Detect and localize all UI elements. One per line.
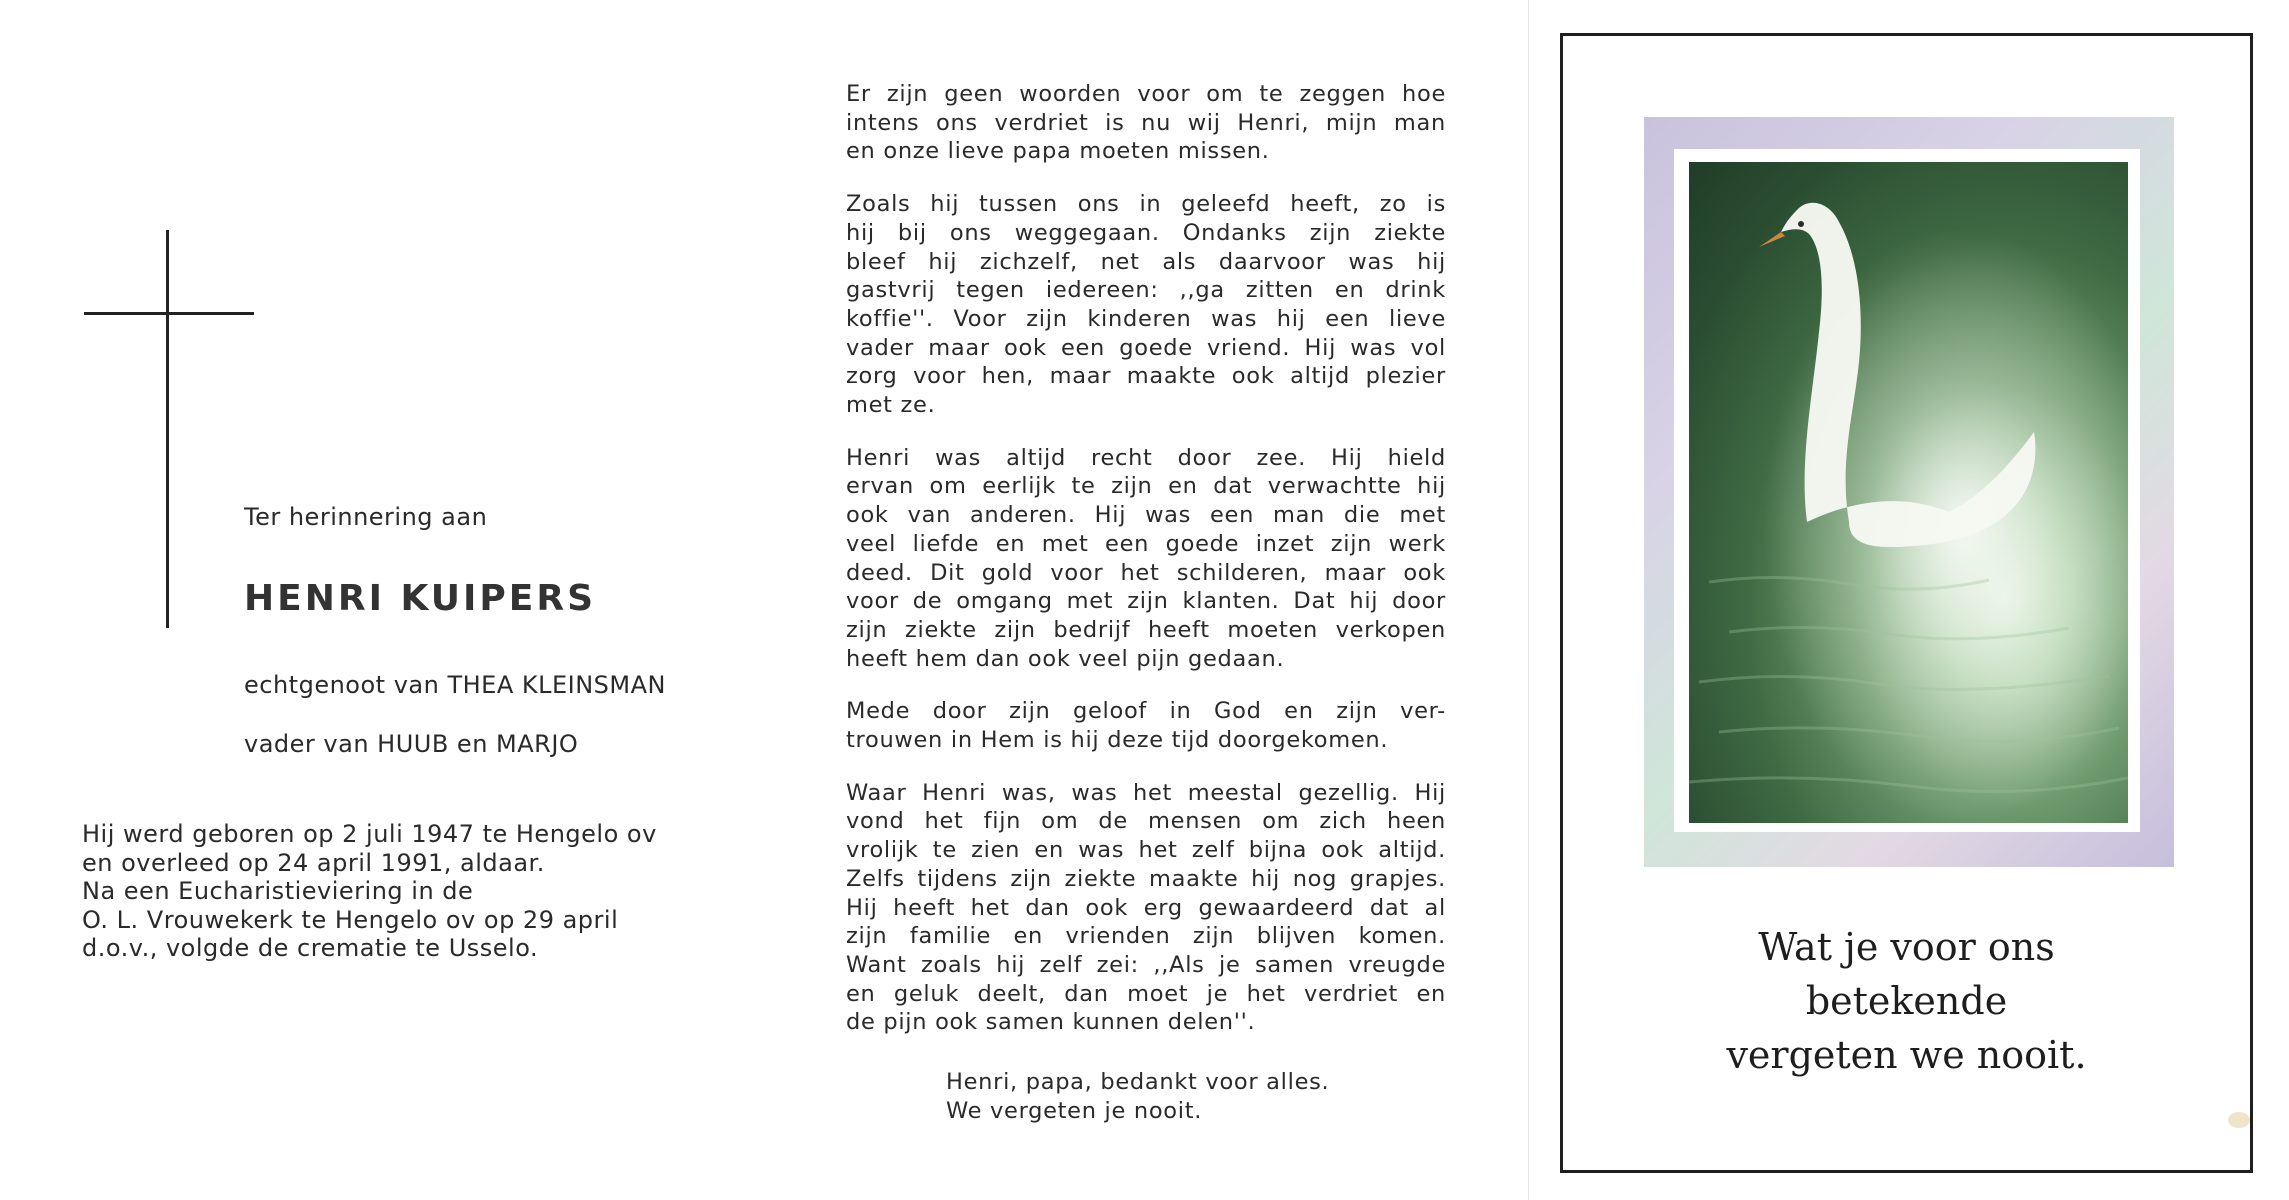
swan-photo [1689,162,2128,823]
fold-line [1528,0,1529,1200]
text-line: de pijn ook samen kunnen delen''. [846,1009,1256,1036]
text-line: gastvrij tegen iedereen: ,,ga zitten en drink [846,277,1446,304]
text-line: deed. Dit gold voor het schilderen, maar ook [846,559,1446,586]
text-line: Want zoals hij zelf zei: ,,Als je samen vreugde [846,951,1446,978]
text-line: Er zijn geen woorden voor om te zeggen hoe [846,81,1446,107]
text-line: vrolijk te zien en was het zelf bijna ook altijd. [846,837,1446,864]
cross-icon [166,230,169,628]
cross-icon-bar [84,312,254,315]
paper-stain [2228,1112,2250,1128]
text-line: heeft hem dan ook veel pijn gedaan. [846,645,1285,672]
quote-line: Wat je voor ons [1758,925,2055,969]
text-line: vond het fijn om de mensen om zich heen [846,808,1446,835]
quote-line: betekende [1805,979,2008,1023]
life-line: Hij werd geboren op 2 juli 1947 te Hengelo ov [82,820,657,848]
text-line: ook van anderen. Hij was een man die met [846,502,1446,529]
intro-text: Ter herinnering aan [244,503,488,531]
tribute-paragraph [846,697,1446,754]
text-line: veel liefde en met een goede inzet zijn werk [846,530,1446,557]
text-line: ervan om eerlijk te zijn en dat verwachtte hij [846,473,1446,500]
text-line: met ze. [846,392,936,419]
text-line: zijn ziekte zijn bedrijf heeft moeten verkopen [846,616,1446,643]
text-line: voor de omgang met zijn klanten. Dat hij door [846,588,1446,615]
tribute-paragraph [846,444,1446,674]
deceased-name: HENRI KUIPERS [244,578,597,619]
swan-icon [1689,162,2128,823]
text-line: Waar Henri was, was het meestal gezellig. Hij [846,779,1446,806]
text-line: Henri was altijd recht door zee. Hij hield [846,444,1446,471]
text-line: zorg voor hen, maar maakte ook altijd plezier [846,363,1446,390]
text-line: Hij heeft het dan ook erg gewaardeerd dat al [846,894,1446,921]
text-line: Zelfs tijdens zijn ziekte maakte hij nog grapjes. [846,865,1446,892]
tribute-paragraph [846,190,1446,420]
text-line: zijn familie en vrienden zijn blijven komen. [846,923,1446,950]
spouse-line: echtgenoot van THEA KLEINSMAN [244,671,666,699]
quote-line: vergeten we nooit. [1726,1033,2087,1077]
closing-line: Henri, papa, bedankt voor alles. [946,1069,1330,1095]
text-line: Mede door zijn geloof in God en zijn ver- [846,698,1446,725]
text-line: en geluk deelt, dan moet je het verdriet en [846,980,1446,1007]
tribute-text [846,80,1446,1061]
closing-text [946,1068,1329,1125]
tribute-paragraph [846,80,1446,166]
life-line: d.o.v., volgde de crematie te Usselo. [82,934,539,963]
life-line: en overleed op 24 april 1991, aldaar. [82,848,545,877]
text-line: hij bij ons weggegaan. Ondanks zijn ziekte [846,219,1446,246]
life-details [82,820,702,963]
text-line: vader maar ook een goede vriend. Hij was vol [846,334,1446,361]
life-line: O. L. Vrouwekerk te Hengelo ov op 29 april [82,905,619,934]
text-line: en onze lieve papa moeten missen. [846,138,1270,165]
children-line: vader van HUUB en MARJO [244,730,579,758]
text-line: intens ons verdriet is nu wij Henri, mijn man [846,109,1446,136]
text-line: bleef hij zichzelf, net als daarvoor was hij [846,248,1446,275]
closing-line: We vergeten je nooit. [946,1097,1203,1124]
life-line: Na een Eucharistieviering in de [82,877,474,906]
text-line: koffie''. Voor zijn kinderen was hij een lieve [846,305,1446,332]
text-line: trouwen in Hem is hij deze tijd doorgekomen. [846,727,1389,754]
memorial-quote [1560,920,2253,1082]
tribute-paragraph [846,779,1446,1037]
text-line: Zoals hij tussen ons in geleefd heeft, zo is [846,191,1446,218]
